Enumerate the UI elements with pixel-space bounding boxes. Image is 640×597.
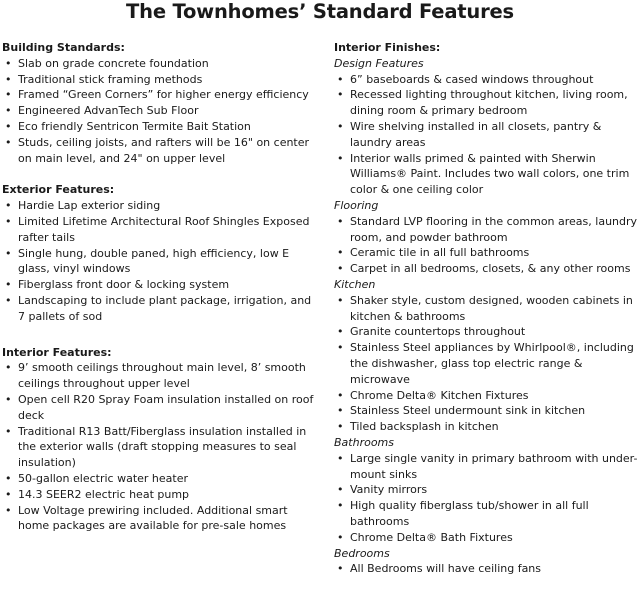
bedrooms-list (334, 561, 638, 577)
interior-features-heading: Interior Features: (2, 345, 112, 359)
left-column (2, 40, 320, 534)
list-item: • Wire shelving installed in all closets, pantry & laundry areas (334, 119, 638, 151)
kitchen-list (334, 293, 638, 435)
list-item: • Carpet in all bedrooms, closets, & any other rooms (334, 261, 638, 277)
list-item: • High quality fiberglass tub/shower in all full bathrooms (334, 498, 638, 530)
list-item: • Fiberglass front door & locking system (2, 277, 320, 293)
list-item: • Eco friendly Sentricon Termite Bait Station (2, 119, 320, 135)
list-item: • 6” baseboards & cased windows throughout (334, 72, 638, 88)
list-item: • Single hung, double paned, high efficiency, low E glass, vinyl windows (2, 246, 320, 278)
list-item: • Stainless Steel undermount sink in kitchen (334, 403, 638, 419)
flooring-list (334, 214, 638, 277)
building-standards-list (2, 56, 320, 167)
list-item: • Ceramic tile in all full bathrooms (334, 245, 638, 261)
exterior-features-heading: Exterior Features: (2, 183, 115, 197)
building-standards-heading: Building Standards: (2, 41, 125, 54)
page-title: The Townhomes’ Standard Features (126, 0, 514, 23)
list-item: • Traditional stick framing methods (2, 72, 320, 88)
list-item: • Interior walls primed & painted with Sherwin Williams® Paint. Includes two wall colors, one trim color & one ceiling color (334, 151, 638, 198)
bathrooms-subheading: Bathrooms (334, 435, 395, 449)
interior-features-list (2, 360, 320, 534)
list-item: • Granite countertops throughout (334, 324, 638, 340)
bathrooms-list (334, 451, 638, 546)
design-features-subheading: Design Features (334, 56, 424, 70)
list-item: • Chrome Delta® Kitchen Fixtures (334, 388, 638, 404)
list-item: • Shaker style, custom designed, wooden cabinets in kitchen & bathrooms (334, 293, 638, 325)
list-item: • Large single vanity in primary bathroom with under-mount sinks (334, 451, 638, 483)
list-item: • Tiled backsplash in kitchen (334, 419, 638, 435)
list-item: • 50-gallon electric water heater (2, 471, 320, 487)
list-item: • Standard LVP flooring in the common areas, laundry room, and powder bathroom (334, 214, 638, 246)
list-item: • Chrome Delta® Bath Fixtures (334, 530, 638, 546)
kitchen-subheading: Kitchen (334, 277, 376, 291)
list-item: • Low Voltage prewiring included. Additional smart home packages are available for pre-sale homes (2, 503, 320, 535)
list-item: • Slab on grade concrete foundation (2, 56, 320, 72)
list-item: • All Bedrooms will have ceiling fans (334, 561, 638, 577)
interior-finishes-heading: Interior Finishes: (334, 41, 441, 54)
list-item: • Landscaping to include plant package, irrigation, and 7 pallets of sod (2, 293, 320, 325)
list-item: • Stainless Steel appliances by Whirlpool®, including the dishwasher, glass top electric range & microwave (334, 340, 638, 387)
right-column (334, 40, 638, 577)
list-item: • Hardie Lap exterior siding (2, 198, 320, 214)
list-item: • Studs, ceiling joists, and rafters will be 16" on center on main level, and 24" on upper level (2, 135, 320, 167)
list-item: • Framed “Green Corners” for higher energy efficiency (2, 87, 320, 103)
list-item: • Engineered AdvanTech Sub Floor (2, 103, 320, 119)
list-item: • 9’ smooth ceilings throughout main level, 8’ smooth ceilings throughout upper level (2, 360, 320, 392)
list-item: • Vanity mirrors (334, 482, 638, 498)
bedrooms-subheading: Bedrooms (334, 546, 390, 560)
list-item: • Open cell R20 Spray Foam insulation installed on roof deck (2, 392, 320, 424)
design-features-list (334, 72, 638, 198)
list-item: • Limited Lifetime Architectural Roof Shingles Exposed rafter tails (2, 214, 320, 246)
list-item: • 14.3 SEER2 electric heat pump (2, 487, 320, 503)
flooring-subheading: Flooring (334, 198, 379, 212)
list-item: • Traditional R13 Batt/Fiberglass insulation installed in the exterior walls (draft stopping measures to seal insulation) (2, 424, 320, 471)
exterior-features-list (2, 198, 320, 324)
list-item: • Recessed lighting throughout kitchen, living room, dining room & primary bedroom (334, 87, 638, 119)
